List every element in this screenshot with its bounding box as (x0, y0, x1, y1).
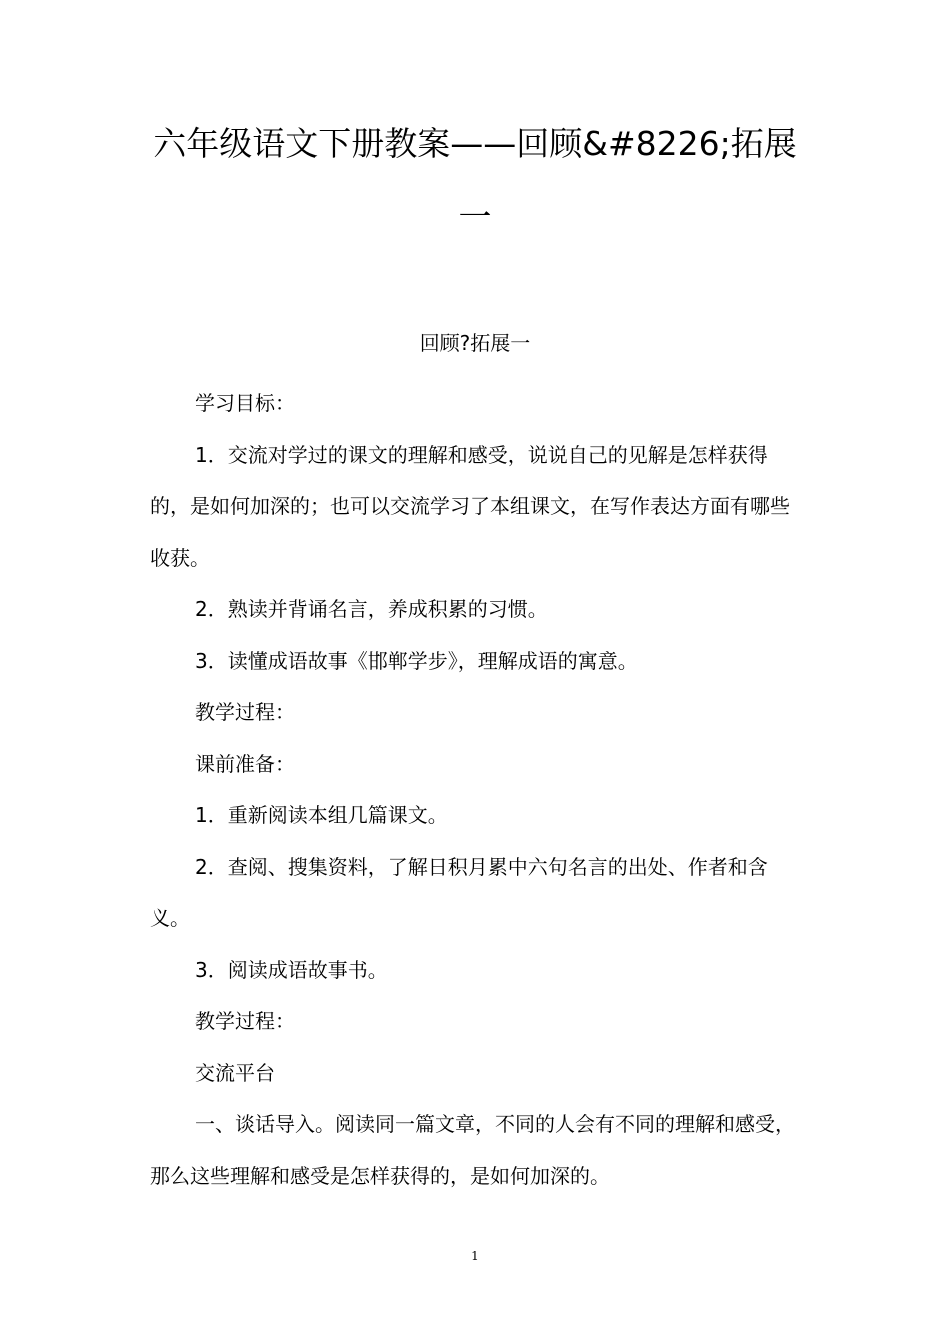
paragraph-exchange-platform: 交流平台 (195, 1060, 275, 1085)
paragraph-prep-2: 2．查阅、搜集资料，了解日积月累中六句名言的出处、作者和含义。 (150, 854, 768, 930)
paragraph-prep-3: 3．阅读成语故事书。 (195, 957, 388, 982)
paragraph-teaching-process-heading: 教学过程： (195, 700, 295, 724)
paragraph-prep-1: 1．重新阅读本组几篇课文。 (195, 803, 448, 827)
section-heading: 回顾?拓展一 (419, 331, 531, 355)
page-number: 1 (471, 1249, 479, 1263)
document-title-line2: 一 (458, 197, 492, 236)
document-body (150, 378, 802, 1202)
paragraph-intro: 一、谈话导入。阅读同一篇文章，不同的人会有不同的理解和感受，那么这些理解和感受是怎样获得的，是如何加深的。 (150, 1112, 795, 1188)
paragraph-goal-2: 2．熟读并背诵名言，养成积累的习惯。 (195, 597, 548, 621)
document-title-line1: 六年级语文下册教案——回顾&#8226;拓展 (153, 124, 797, 163)
paragraph-goal-3: 3．读懂成语故事《邯郸学步》，理解成语的寓意。 (195, 648, 638, 673)
paragraph-preparation-heading: 课前准备： (195, 751, 295, 776)
paragraph-learning-goals-heading: 学习目标： (195, 391, 295, 415)
paragraph-goal-1: 1．交流对学过的课文的理解和感受，说说自己的见解是怎样获得的，是如何加深的；也可以交流学习了本组课文，在写作表达方面有哪些收获。 (150, 442, 790, 570)
paragraph-teaching-process-heading-2: 教学过程： (195, 1009, 295, 1033)
